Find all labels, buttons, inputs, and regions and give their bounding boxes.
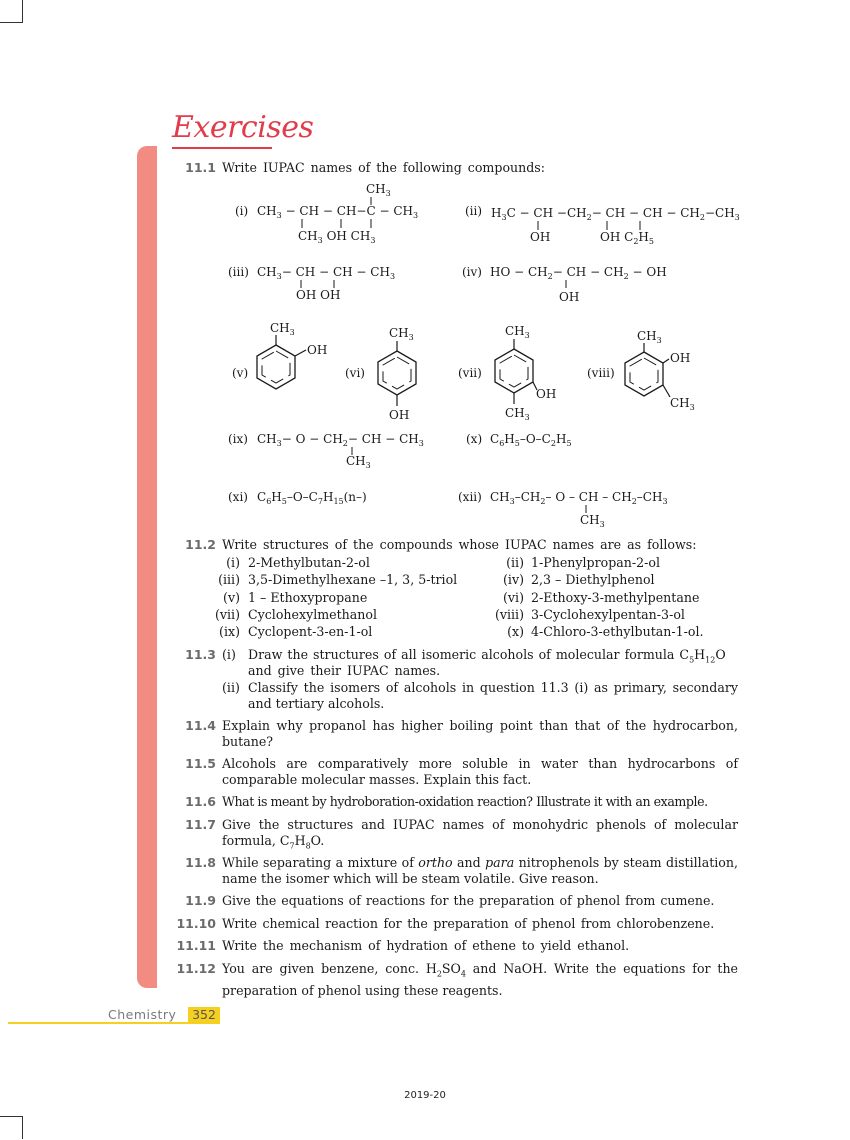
item-label: (iv) bbox=[503, 572, 524, 587]
exercises-heading: Exercises bbox=[172, 110, 314, 145]
item-label: (i) bbox=[226, 555, 240, 570]
svg-text:OH: OH bbox=[559, 290, 580, 304]
svg-text:OH: OH bbox=[536, 387, 557, 401]
footer-subject: Chemistry bbox=[108, 1007, 177, 1022]
year-mark: 2019-20 bbox=[404, 1090, 446, 1101]
item-text: 3-Cyclohexylpentan-3-ol bbox=[531, 607, 685, 622]
item-text: 3,5-Dimethylhexane –1, 3, 5-triol bbox=[248, 572, 458, 587]
question-text: Write chemical reaction for the preparation of phenol from chlorobenzene. bbox=[222, 916, 715, 931]
svg-text:CH3: $CH_3$ bbox=[505, 406, 530, 422]
question-text: Alcohols are comparatively more soluble in water than hydrocarbons of comparable molecular masses. Explain this fact. bbox=[222, 756, 738, 787]
label-xii: (xii) bbox=[458, 490, 482, 504]
label-iv: (iv) bbox=[462, 265, 482, 279]
compound-structures bbox=[0, 0, 850, 540]
item-label: (ix) bbox=[219, 624, 240, 639]
label-i: (i) bbox=[235, 204, 249, 218]
item-text: 4-Chloro-3-ethylbutan-1-ol. bbox=[531, 624, 704, 639]
item-label: (v) bbox=[223, 590, 240, 605]
footer-rule bbox=[8, 1022, 220, 1024]
label-ii: (ii) bbox=[465, 204, 483, 218]
svg-text:CH3: $CH_3$ bbox=[270, 321, 295, 337]
svg-text:OH: OH bbox=[670, 351, 691, 365]
svg-text:CH3 OH CH3: $CH_3$ OH $CH_3$ bbox=[298, 229, 376, 245]
item-label: (x) bbox=[507, 624, 524, 639]
label-iii: (iii) bbox=[228, 265, 249, 279]
question-text: Write IUPAC names of the following compounds: bbox=[222, 160, 546, 175]
svg-text:CH3–CH2– O – CH – CH2–CH3: $CH_3-CH_2-$ O – CH – $CH_2-CH_3$ bbox=[490, 490, 668, 506]
question-number: 11.2 bbox=[185, 537, 216, 552]
label-viii: (viii) bbox=[587, 366, 615, 380]
svg-text:C6H5–O–C7H15(n–): $C_6H_5-O-C_7H_{15}(n-)$ bbox=[257, 490, 367, 506]
footer-page-number: 352 bbox=[188, 1007, 220, 1023]
svg-text:CH3: $CH_3$ bbox=[580, 513, 605, 529]
svg-text:CH3: $CH_3$ bbox=[366, 182, 391, 198]
question-number: 11.12 bbox=[176, 961, 216, 976]
svg-text:CH3: $CH_3$ bbox=[505, 324, 530, 340]
question-number: 11.8 bbox=[185, 855, 216, 870]
question-text: You are given benzene, conc. $H_2SO_4$ and NaOH. Write the equations for the preparation of phenol using these reagents. bbox=[222, 961, 739, 998]
item-text: 2-Ethoxy-3-methylpentane bbox=[531, 590, 700, 605]
item-text: 1-Phenylpropan-2-ol bbox=[531, 555, 661, 570]
question-number: 11.6 bbox=[185, 794, 216, 809]
question-number: 11.7 bbox=[185, 817, 216, 832]
label-xi: (xi) bbox=[228, 490, 248, 504]
item-text: Draw the structures of all isomeric alcohols of molecular formula $C_5H_{12}O$ bbox=[248, 647, 726, 665]
question-text: What is meant by hydroboration-oxidation reaction? Illustrate it with an example. bbox=[222, 794, 708, 809]
svg-text:CH3− O − CH2− CH − CH3: $CH_3- O - CH_2-$ CH − $CH_3$ bbox=[257, 432, 424, 448]
svg-text:CH3− CH − CH − CH3: $CH_3-$ CH − CH − $CH_3$ bbox=[257, 265, 396, 281]
svg-text:CH3 − CH − CH−C − CH3: $CH_3$ − CH − $CH-C - CH_3$ bbox=[257, 204, 419, 220]
item-label: (ii) bbox=[222, 680, 240, 695]
svg-text:OH OH: OH OH bbox=[296, 288, 341, 302]
svg-text:OH: OH bbox=[389, 408, 410, 422]
svg-text:OH C2H5: OH $C_2H_5$ bbox=[600, 230, 654, 246]
question-number: 11.5 bbox=[185, 756, 216, 771]
item-text: 1 – Ethoxypropane bbox=[248, 590, 368, 605]
label-v: (v) bbox=[232, 366, 249, 380]
item-text: 2-Methylbutan-2-ol bbox=[248, 555, 370, 570]
svg-text:OH: OH bbox=[530, 230, 551, 244]
item-label: (viii) bbox=[494, 607, 524, 622]
question-text: Explain why propanol has higher boiling point than that of the hydrocarbon, butane? bbox=[222, 718, 738, 749]
svg-text:H3C − CH −CH2− CH − CH − CH2−C: $H_3C$ − CH $-CH_2-$ CH − CH − $CH_2-CH_3$ bbox=[491, 206, 740, 222]
item-text: 2,3 – Diethylphenol bbox=[531, 572, 655, 587]
item-label: (i) bbox=[222, 647, 236, 662]
label-x: (x) bbox=[466, 432, 483, 446]
item-label: (vi) bbox=[503, 590, 524, 605]
svg-text:CH3: $CH_3$ bbox=[389, 326, 414, 342]
question-text: Write the mechanism of hydration of ethene to yield ethanol. bbox=[222, 938, 630, 953]
item-text: Classify the isomers of alcohols in question 11.3 (i) as primary, secondary and tertiary alcohols. bbox=[248, 680, 738, 711]
question-number: 11.1 bbox=[185, 160, 216, 175]
label-ix: (ix) bbox=[228, 432, 248, 446]
svg-text:CH3: $CH_3$ bbox=[637, 329, 662, 345]
crop-mark-bottom-left bbox=[0, 1116, 23, 1139]
question-text: Give the structures and IUPAC names of monohydric phenols of molecular formula, $C_7H_8O$. bbox=[222, 817, 738, 851]
question-text: While separating a mixture of ortho and para nitrophenols by steam distillation, name the isomer which will be steam volatile. Give reason. bbox=[222, 855, 738, 886]
question-text: Write structures of the compounds whose IUPAC names are as follows: bbox=[222, 537, 697, 552]
question-text: Give the equations of reactions for the preparation of phenol from cumene. bbox=[222, 893, 715, 908]
question-number: 11.4 bbox=[185, 718, 216, 733]
item-label: (vii) bbox=[215, 607, 240, 622]
item-label: (iii) bbox=[218, 572, 240, 587]
item-text: Cyclopent-3-en-1-ol bbox=[248, 624, 373, 639]
item-text: and give their IUPAC names. bbox=[248, 663, 441, 678]
question-number: 11.11 bbox=[176, 938, 216, 953]
svg-text:CH3: $CH_3$ bbox=[670, 396, 695, 412]
question-number: 11.10 bbox=[176, 916, 216, 931]
item-label: (ii) bbox=[506, 555, 524, 570]
label-vi: (vi) bbox=[345, 366, 365, 380]
label-vii: (vii) bbox=[458, 366, 482, 380]
question-number: 11.3 bbox=[185, 647, 216, 662]
svg-text:C6H5–O–C2H5: $C_6H_5-O-C_2H_5$ bbox=[490, 432, 572, 448]
item-text: Cyclohexylmethanol bbox=[248, 607, 378, 622]
svg-text:HO − CH2− CH − CH2 − OH: HO − $CH_2-$ CH − $CH_2$ − OH bbox=[490, 265, 667, 281]
svg-text:CH3: $CH_3$ bbox=[346, 454, 371, 470]
question-number: 11.9 bbox=[185, 893, 216, 908]
svg-text:OH: OH bbox=[307, 343, 328, 357]
